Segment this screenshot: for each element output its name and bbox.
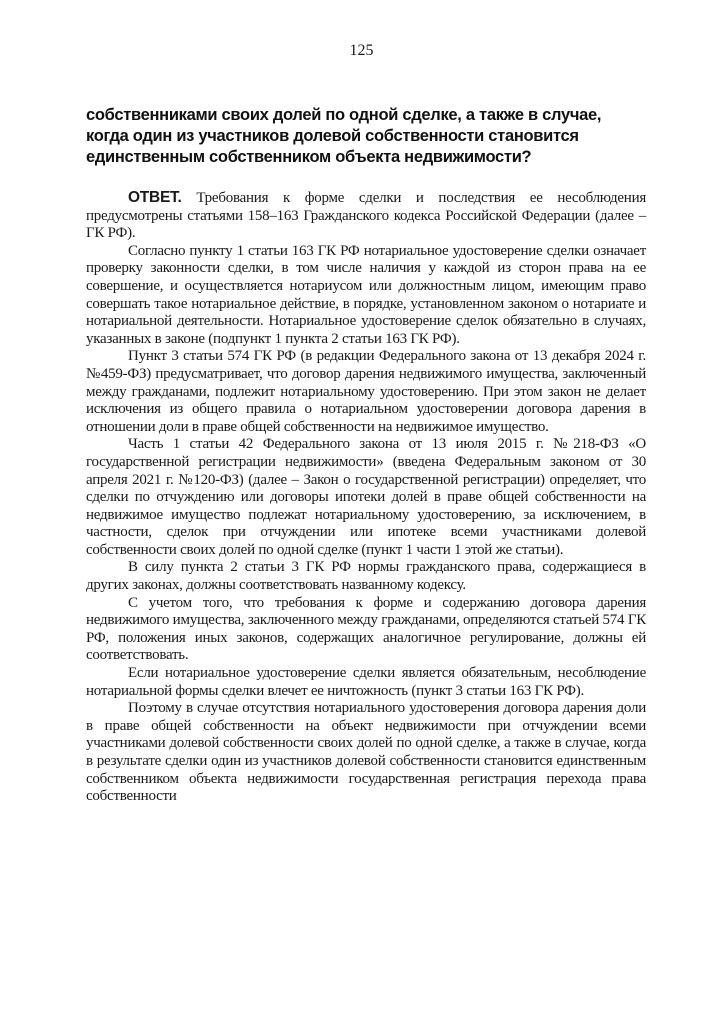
paragraph-4: Часть 1 статьи 42 Федерального закона от 13 июля 2015 г. №218-ФЗ «О государственной регистрации недвижимости» (введена Федеральным законом от 30 апреля 2021 г. №120-ФЗ) (далее – Закон о государственной регистрации) определяет, что сделки по отчуждению или договоры ипотеки долей в праве общей собственности на недвижимое имущество подлежат нотариальному удостоверению, за исключением, в частности, сделок при отчуждении или ипотеке всеми участниками долевой собственности своих долей по одной сделке (пункт 1 части 1 этой же статьи). [86, 436, 646, 558]
paragraph-1 [86, 189, 646, 243]
answer-body [86, 189, 646, 806]
page-number: 125 [349, 42, 374, 59]
paragraph-5: В силу пункта 2 статьи 3 ГК РФ нормы гражданского права, содержащиеся в других законах, должны соответствовать названному кодексу. [86, 559, 646, 594]
paragraph-6: С учетом того, что требования к форме и содержанию договора дарения недвижимого имущества, заключенного между гражданами, определяются статьей 574 ГК РФ, положения иных законов, содержащих аналогичное регулирование, должны ей соответствовать. [86, 594, 646, 664]
paragraph-7: Если нотариальное удостоверение сделки является обязательным, несоблюдение нотариальной формы сделки влечет ее ничтожность (пункт 3 статьи 163 ГК РФ). [86, 665, 646, 699]
paragraph-3: Пункт 3 статьи 574 ГК РФ (в редакции Федерального закона от 13 декабря 2024 г. №459-ФЗ) предусматривает, что договор дарения недвижимого имущества, заключенный между гражданами, подлежит нотариальному удостоверению. При этом закон не делает исключения из общего правила о нотариальном удостоверении договора дарения в отношении доли в праве общей собственности на недвижимое имущество. [86, 348, 646, 435]
paragraph-2: Согласно пункту 1 статьи 163 ГК РФ нотариальное удостоверение сделки означает проверку законности сделки, в том числе наличия у каждой из сторон права на ее совершение, и осуществляется нотариусом или должностным лицом, имеющим право совершать такое нотариальное действие, в порядке, установленном законом о нотариате и нотариальной деятельности. Нотариальное удостоверение сделок обязательно в случаях, указанных в законе (подпункт 1 пункта 2 статьи 163 ГК РФ). [86, 242, 646, 347]
paragraph-1-text: Требования к форме сделки и последствия ее несоблюдения предусмотрены статьями 158–163 Гражданского кодекса Российской Федерации (далее – ГК РФ). [86, 190, 646, 242]
paragraph-8: Поэтому в случае отсутствия нотариального удостоверения договора дарения доли в праве общей собственности на объект недвижимости при отчуждении всеми участниками долевой собственности своих долей по одной сделке, а также в случае, когда в результате сделки один из участников долевой собственности становится единственным собственником объекта недвижимости государственная регистрация перехода права собственности [86, 700, 646, 805]
question-heading: собственниками своих долей по одной сделке, а также в случае, когда один из участников долевой собственности становится единственным собственником объекта недвижимости? [86, 106, 602, 166]
answer-label: ОТВЕТ. [128, 189, 182, 206]
